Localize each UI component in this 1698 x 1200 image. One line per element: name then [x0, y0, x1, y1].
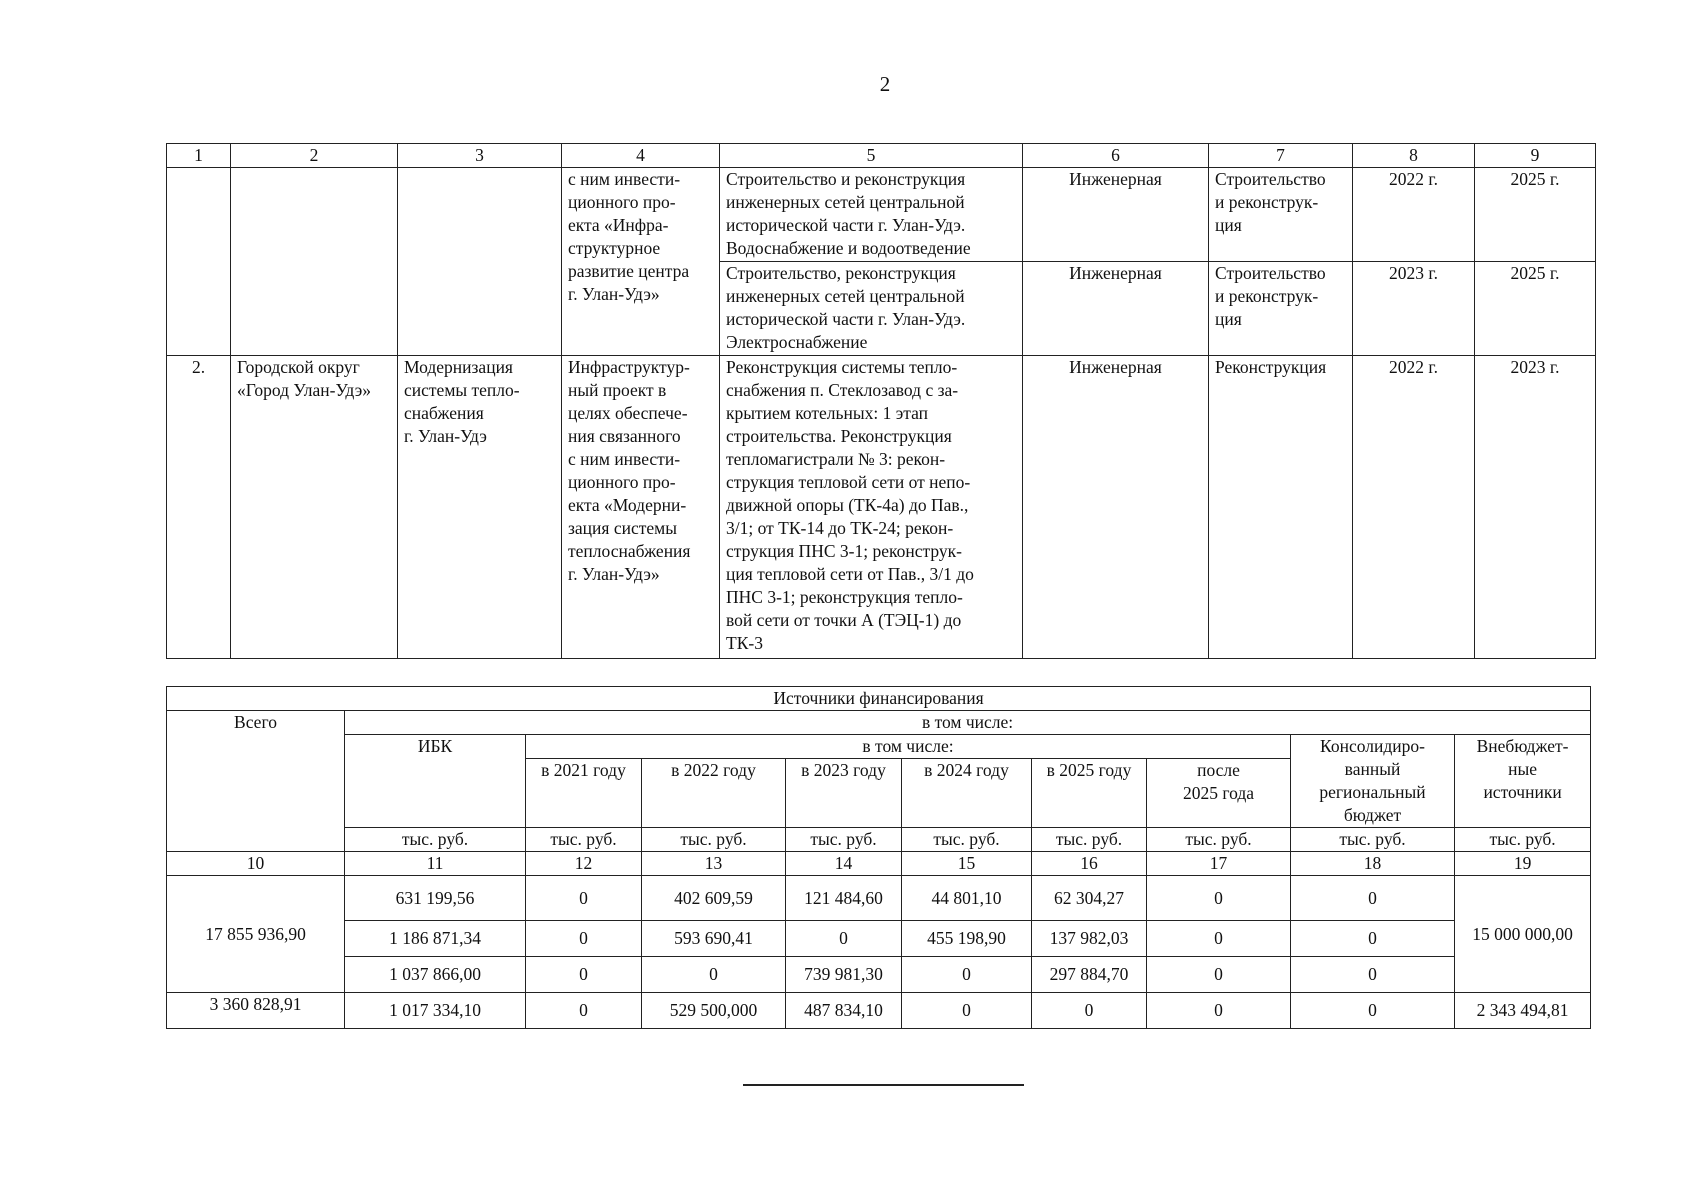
- offbudget-value: 2 343 494,81: [1455, 993, 1591, 1029]
- project-description: Инфраструктур- ный проект в целях обеспече- ния связанного с ним инвести- ционного про- екта «Модерни- зация системы теплоснабжения г. Улан-Удэ»: [562, 356, 720, 659]
- col-number: 12: [526, 852, 642, 876]
- col-number: 1: [167, 144, 231, 168]
- activity-description: Строительство и реконструкция инженерных сетей центральной исторической части г. Улан-Удэ. Водоснабжение и водоотведение: [720, 168, 1023, 262]
- project-name: Модернизация системы тепло- снабжения г. Улан-Удэ: [398, 356, 562, 659]
- table-cell: 487 834,10: [786, 993, 902, 1029]
- start-year: 2022 г.: [1353, 356, 1475, 659]
- financing-title: Источники финансирования: [167, 687, 1591, 711]
- infrastructure-type: Инженерная: [1023, 356, 1209, 659]
- unit-label: тыс. руб.: [1032, 828, 1147, 852]
- table-cell: 62 304,27: [1032, 876, 1147, 921]
- table-row: [167, 993, 1591, 1029]
- column-number-row: [167, 852, 1591, 876]
- col-number: 8: [1353, 144, 1475, 168]
- table-cell: 0: [1147, 957, 1291, 993]
- regional-budget-header: Консолидиро- ванный региональный бюджет: [1291, 735, 1455, 828]
- col-number: 17: [1147, 852, 1291, 876]
- project-table: [166, 143, 1596, 659]
- page-number: 2: [879, 72, 891, 96]
- infrastructure-type: Инженерная: [1023, 168, 1209, 262]
- end-year: 2023 г.: [1475, 356, 1596, 659]
- col-number: 6: [1023, 144, 1209, 168]
- year-header: в 2021 году: [526, 759, 642, 828]
- col-number: 4: [562, 144, 720, 168]
- table-cell: 739 981,30: [786, 957, 902, 993]
- work-type: Строительство и реконструк- ция: [1209, 168, 1353, 262]
- activity-description: Строительство, реконструкция инженерных сетей центральной исторической части г. Улан-Удэ. Электроснабжение: [720, 262, 1023, 356]
- table-cell: 0: [526, 876, 642, 921]
- table-row: [167, 356, 1596, 659]
- table-cell: 402 609,59: [642, 876, 786, 921]
- table-row: [167, 957, 1591, 993]
- financing-table: [166, 686, 1591, 1029]
- total-value: 3 360 828,91: [167, 993, 345, 1029]
- col-number: 5: [720, 144, 1023, 168]
- empty-cell: [231, 168, 398, 356]
- project-description-cont: с ним инвести- ционного про- екта «Инфра- структурное развитие центра г. Улан-Удэ»: [562, 168, 720, 356]
- table-cell: 0: [1147, 993, 1291, 1029]
- table-cell: 0: [526, 993, 642, 1029]
- col-number: 14: [786, 852, 902, 876]
- unit-label: тыс. руб.: [1455, 828, 1591, 852]
- column-number-row: [167, 144, 1596, 168]
- unit-label: тыс. руб.: [345, 828, 526, 852]
- table-cell: 0: [1291, 921, 1455, 957]
- work-type: Реконструкция: [1209, 356, 1353, 659]
- including-header-2: в том числе:: [526, 735, 1291, 759]
- infrastructure-type: Инженерная: [1023, 262, 1209, 356]
- empty-cell: [398, 168, 562, 356]
- table-cell: 0: [1291, 993, 1455, 1029]
- year-header: после 2025 года: [1147, 759, 1291, 828]
- table-cell: 0: [902, 993, 1032, 1029]
- table-row: [167, 921, 1591, 957]
- municipality: Городской округ «Город Улан-Удэ»: [231, 356, 398, 659]
- col-number: 7: [1209, 144, 1353, 168]
- table-cell: 1 186 871,34: [345, 921, 526, 957]
- activity-description: Реконструкция системы тепло- снабжения п. Стеклозавод с за- крытием котельных: 1 этап строительства. Реконструкция тепломагистрали № 3: рекон- струкция тепловой сети от непо- движной опоры (ТК-4а) до Пав., 3/1; от ТК-14 до ТК-24; рекон- струкция ПНС 3-1; реконструк- ция тепловой сети от Пав., 3/1 до ПНС 3-1; реконструкция тепло- вой сети от точки А (ТЭЦ-1) до ТК-3: [720, 356, 1023, 659]
- col-number: 19: [1455, 852, 1591, 876]
- col-number: 2: [231, 144, 398, 168]
- col-number: 11: [345, 852, 526, 876]
- col-number: 9: [1475, 144, 1596, 168]
- end-rule: [743, 1084, 1024, 1086]
- table-cell: 44 801,10: [902, 876, 1032, 921]
- empty-cell: [167, 168, 231, 356]
- table-cell: 0: [1032, 993, 1147, 1029]
- including-header: в том числе:: [345, 711, 1591, 735]
- ibk-header: ИБК: [345, 735, 526, 828]
- year-header: в 2022 году: [642, 759, 786, 828]
- table-cell: 0: [642, 957, 786, 993]
- table-cell: 529 500,000: [642, 993, 786, 1029]
- table-cell: 1 017 334,10: [345, 993, 526, 1029]
- col-number: 13: [642, 852, 786, 876]
- table-cell: 0: [902, 957, 1032, 993]
- total-header: Всего: [167, 711, 345, 852]
- unit-label: тыс. руб.: [526, 828, 642, 852]
- start-year: 2022 г.: [1353, 168, 1475, 262]
- col-number: 16: [1032, 852, 1147, 876]
- end-year: 2025 г.: [1475, 168, 1596, 262]
- table-cell: 631 199,56: [345, 876, 526, 921]
- start-year: 2023 г.: [1353, 262, 1475, 356]
- table-cell: 0: [1291, 957, 1455, 993]
- year-header: в 2025 году: [1032, 759, 1147, 828]
- col-number: 18: [1291, 852, 1455, 876]
- table-cell: 0: [1147, 921, 1291, 957]
- unit-label: тыс. руб.: [786, 828, 902, 852]
- unit-label: тыс. руб.: [642, 828, 786, 852]
- table-cell: 121 484,60: [786, 876, 902, 921]
- table-row: [167, 168, 1596, 262]
- table-cell: 0: [1291, 876, 1455, 921]
- end-year: 2025 г.: [1475, 262, 1596, 356]
- unit-label: тыс. руб.: [902, 828, 1032, 852]
- table-row: [167, 876, 1591, 921]
- col-number: 15: [902, 852, 1032, 876]
- unit-label: тыс. руб.: [1291, 828, 1455, 852]
- table-cell: 0: [1147, 876, 1291, 921]
- table-cell: 0: [526, 921, 642, 957]
- col-number: 3: [398, 144, 562, 168]
- total-value: 17 855 936,90: [167, 876, 345, 993]
- year-header: в 2024 году: [902, 759, 1032, 828]
- offbudget-value: 15 000 000,00: [1455, 876, 1591, 993]
- row-number: 2.: [167, 356, 231, 659]
- table-cell: 1 037 866,00: [345, 957, 526, 993]
- table-cell: 137 982,03: [1032, 921, 1147, 957]
- col-number: 10: [167, 852, 345, 876]
- unit-label: тыс. руб.: [1147, 828, 1291, 852]
- table-cell: 0: [526, 957, 642, 993]
- table-cell: 455 198,90: [902, 921, 1032, 957]
- work-type: Строительство и реконструк- ция: [1209, 262, 1353, 356]
- table-cell: 593 690,41: [642, 921, 786, 957]
- offbudget-header: Внебюджет- ные источники: [1455, 735, 1591, 828]
- table-cell: 297 884,70: [1032, 957, 1147, 993]
- table-cell: 0: [786, 921, 902, 957]
- year-header: в 2023 году: [786, 759, 902, 828]
